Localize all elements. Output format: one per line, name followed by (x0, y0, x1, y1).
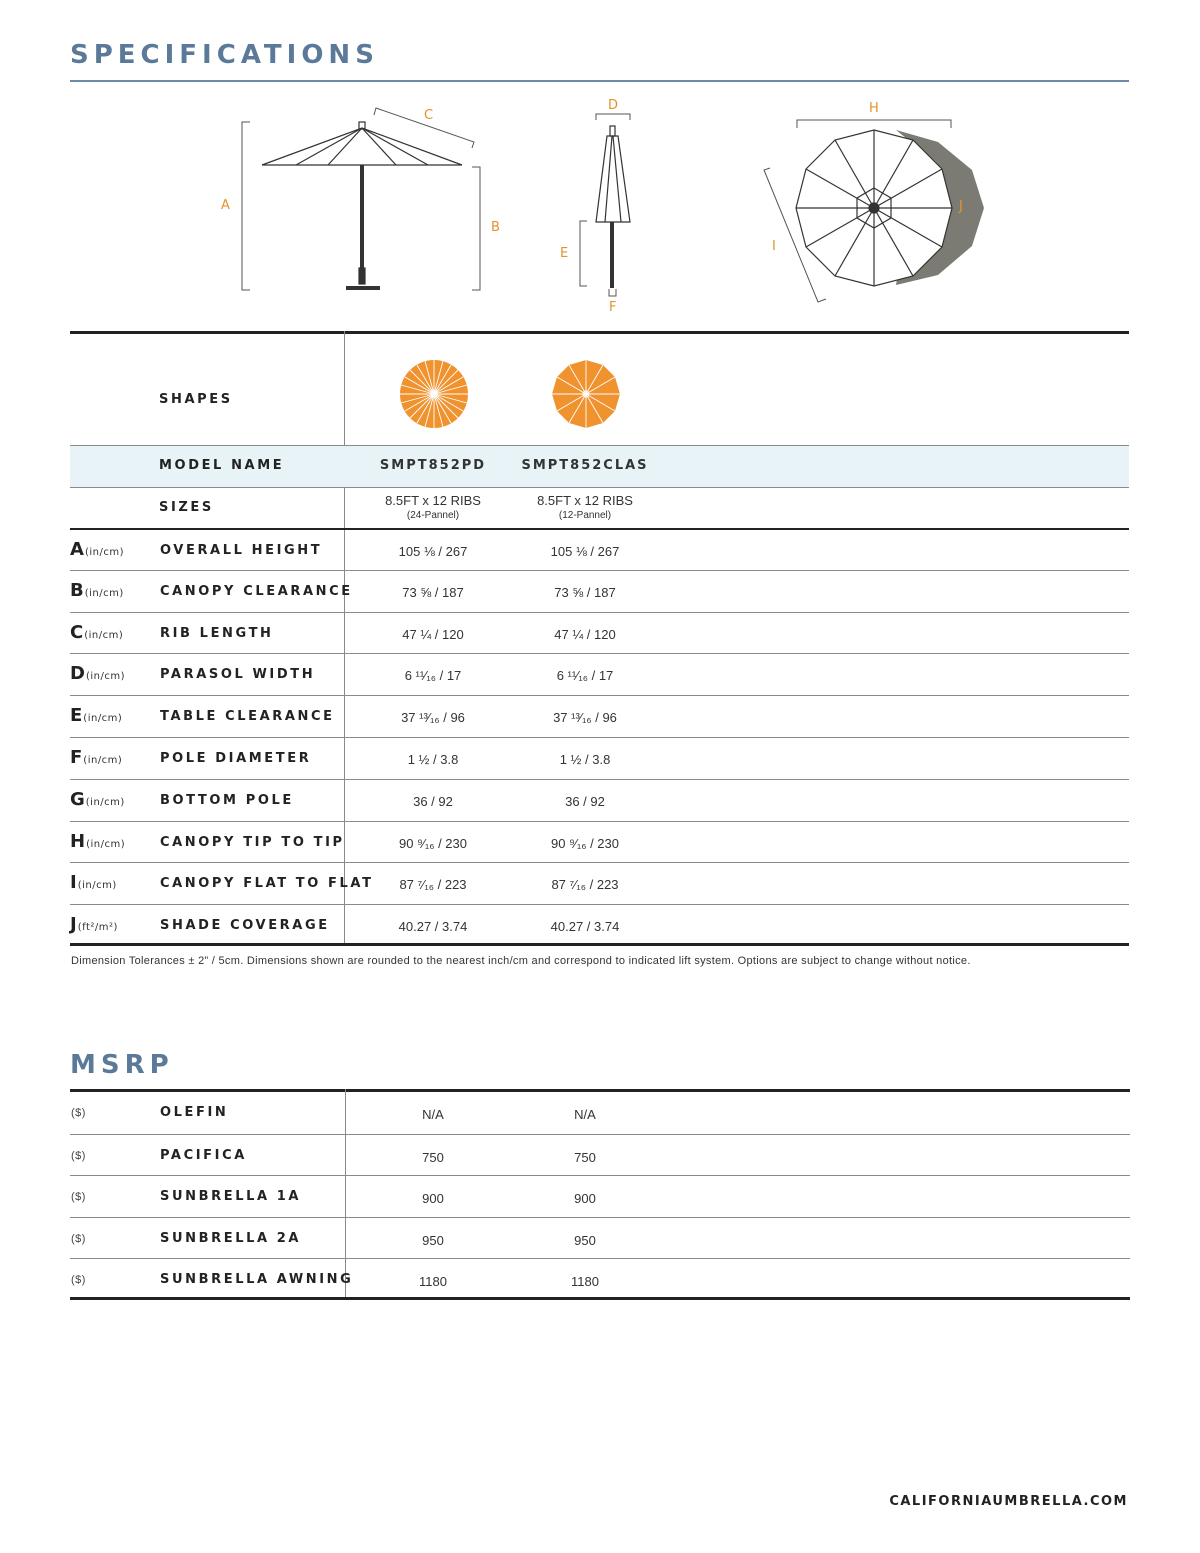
dimension-letter-text: D (70, 663, 85, 685)
dimension-label: RIB LENGTH (160, 625, 274, 641)
dimension-value-1: 6 ¹¹⁄₁₆ / 17 (404, 668, 462, 684)
dimension-unit: (in/cm) (77, 880, 117, 892)
size-1-main: 8.5FT x 12 RIBS (385, 493, 481, 508)
dimension-label-f: F (609, 300, 617, 315)
dimension-row (70, 695, 1129, 737)
dimension-value-2: 87 ⁷⁄₁₆ / 223 (551, 877, 619, 893)
msrp-row (70, 1092, 1130, 1134)
dimension-label-i: I (772, 239, 776, 254)
fabric-label: SUNBRELLA 1A (160, 1189, 302, 1205)
dimension-label: POLE DIAMETER (160, 751, 312, 766)
msrp-row (70, 1134, 1130, 1176)
price-value-1: 1180 (419, 1274, 447, 1290)
dimension-letter (70, 747, 122, 768)
dimension-letter (70, 831, 125, 852)
dimension-letter-text: I (70, 872, 77, 894)
currency-label: ($) (71, 1107, 86, 1119)
model-name-label: MODEL NAME (159, 458, 285, 473)
currency-label: ($) (71, 1191, 86, 1204)
dimension-label: CANOPY CLEARANCE (160, 583, 353, 599)
dimension-value-1: 47 ¼ / 120 (402, 626, 464, 642)
model-name-row (70, 445, 1129, 487)
size-2-main: 8.5FT x 12 RIBS (537, 493, 633, 508)
dimension-value-2: 47 ¼ / 120 (554, 626, 616, 642)
dimension-row (70, 612, 1129, 654)
dimension-value-2: 37 ¹³⁄₁₆ / 96 (553, 710, 617, 726)
dimension-letter (70, 872, 117, 893)
dimension-letter (70, 622, 123, 643)
dimension-label: CANOPY TIP TO TIP (160, 834, 345, 850)
price-value-2: 750 (574, 1149, 596, 1165)
specifications-title: SPECIFICATIONS (70, 40, 379, 70)
price-value-2: 900 (574, 1191, 596, 1207)
dimension-letter (70, 914, 118, 935)
dimension-row (70, 528, 1129, 570)
dimension-letter (70, 705, 122, 726)
dimension-value-1: 90 ⁹⁄₁₆ / 230 (399, 835, 467, 851)
dimension-value-1: 87 ⁷⁄₁₆ / 223 (399, 877, 467, 893)
dimension-row (70, 821, 1129, 863)
dimension-label: TABLE CLEARANCE (160, 709, 335, 725)
dimension-unit: (in/cm) (83, 755, 123, 766)
dimension-value-2: 90 ⁹⁄₁₆ / 230 (551, 835, 619, 851)
dimension-unit: (in/cm) (86, 838, 126, 850)
dimension-unit: (in/cm) (84, 587, 124, 599)
dimension-value-2: 6 ¹¹⁄₁₆ / 17 (556, 668, 614, 684)
dimension-letter (70, 539, 124, 560)
dimension-value-1: 37 ¹³⁄₁₆ / 96 (401, 710, 465, 726)
size-1-sub: (24-Pannel) (406, 510, 460, 521)
shapes-row (70, 334, 1129, 445)
fabric-label: OLEFIN (160, 1105, 229, 1120)
dimension-value-1: 73 ⅝ / 187 (402, 584, 464, 600)
sizes-label: SIZES (159, 500, 214, 515)
dimension-value-1: 1 ½ / 3.8 (407, 752, 459, 767)
price-value-2: N/A (574, 1107, 596, 1122)
dimension-value-2: 36 / 92 (565, 793, 605, 809)
msrp-title: MSRP (70, 1050, 174, 1080)
dimension-value-1: 40.27 / 3.74 (398, 919, 468, 935)
dimension-letter-text: B (70, 579, 84, 601)
dimension-row (70, 862, 1129, 904)
dimension-letter-text: J (70, 914, 77, 936)
dimension-letter-text: G (70, 788, 85, 810)
umbrella-diagrams (0, 90, 1200, 330)
msrp-row (70, 1217, 1130, 1259)
dimension-letter (70, 580, 124, 601)
dimension-value-1: 36 / 92 (413, 793, 453, 809)
dimension-unit: (in/cm) (85, 671, 125, 683)
dimension-letter-text: F (70, 747, 83, 768)
dimension-label: CANOPY FLAT TO FLAT (160, 876, 374, 892)
dimension-value-2: 73 ⅝ / 187 (554, 584, 616, 600)
msrp-row (70, 1258, 1130, 1300)
dimension-label-h: H (869, 101, 879, 116)
specifications-table (70, 331, 1129, 946)
dimension-letter (70, 663, 125, 684)
dimension-label: BOTTOM POLE (160, 792, 294, 808)
msrp-bottom-rule (70, 1297, 1130, 1300)
shapes-label: SHAPES (159, 392, 233, 407)
dimension-letter-text: H (70, 830, 86, 852)
shape-icon-pd (399, 359, 469, 429)
dimension-row (70, 779, 1129, 821)
sizes-row (70, 487, 1129, 528)
dimension-label: PARASOL WIDTH (160, 667, 316, 683)
dimension-letter-text: A (70, 539, 84, 560)
price-value-1: 950 (422, 1232, 444, 1248)
currency-label: ($) (71, 1274, 86, 1287)
shape-icon-clas (551, 359, 621, 429)
dimension-row (70, 570, 1129, 612)
dimension-unit: (in/cm) (83, 713, 123, 725)
table-bottom-rule (70, 943, 1129, 946)
fabric-label: PACIFICA (160, 1147, 247, 1163)
dimension-value-2: 40.27 / 3.74 (550, 919, 620, 935)
dimension-unit: (in/cm) (84, 547, 124, 558)
dimension-row (70, 737, 1129, 779)
title-divider (70, 80, 1129, 82)
dimension-label-a: A (221, 198, 230, 213)
dimension-label-d: D (608, 98, 619, 113)
dimension-label: SHADE COVERAGE (160, 918, 330, 934)
dimension-letter-text: E (70, 705, 83, 727)
dimension-row (70, 653, 1129, 695)
website-url: CALIFORNIAUMBRELLA.COM (889, 1494, 1128, 1509)
dimension-value-2: 1 ½ / 3.8 (559, 752, 611, 767)
price-value-1: N/A (422, 1107, 444, 1122)
dimension-label-j: J (959, 199, 963, 214)
fabric-label: SUNBRELLA AWNING (160, 1272, 354, 1288)
price-value-1: 900 (422, 1191, 444, 1207)
msrp-row (70, 1175, 1130, 1217)
dimension-letter-text: C (70, 621, 84, 643)
dimension-unit: (in/cm) (84, 629, 124, 641)
dimension-letter (70, 789, 125, 810)
price-value-2: 950 (574, 1232, 596, 1248)
footnote: Dimension Tolerances ± 2” / 5cm. Dimensions shown are rounded to the nearest inch/cm and correspond to indicated lift system. Options are subject to change without notice. (71, 955, 971, 967)
dimension-value-2: 105 ⅛ / 267 (550, 544, 620, 559)
dimension-value-1: 105 ⅛ / 267 (398, 544, 468, 559)
fabric-label: SUNBRELLA 2A (160, 1230, 302, 1246)
dimension-row (70, 904, 1129, 946)
model-name-1: SMPT852PD (379, 458, 487, 473)
dimension-label-c: C (424, 108, 434, 123)
open-umbrella-side-view (242, 108, 480, 290)
dimension-label-e: E (560, 246, 569, 261)
dimension-unit: (in/cm) (85, 796, 125, 808)
umbrella-top-view (764, 120, 984, 302)
price-value-1: 750 (422, 1149, 444, 1165)
dimension-unit: (ft²/m²) (77, 922, 118, 934)
msrp-table (70, 1089, 1129, 1300)
closed-umbrella-side-view (580, 114, 630, 296)
dimension-label-b: B (491, 220, 500, 235)
model-name-2: SMPT852CLAS (521, 458, 649, 473)
dimension-label: OVERALL HEIGHT (160, 543, 323, 558)
currency-label: ($) (71, 1149, 86, 1162)
price-value-2: 1180 (571, 1274, 599, 1290)
size-2-sub: (12-Pannel) (558, 510, 612, 521)
currency-label: ($) (71, 1232, 86, 1245)
dimension-diagrams (0, 90, 1200, 330)
